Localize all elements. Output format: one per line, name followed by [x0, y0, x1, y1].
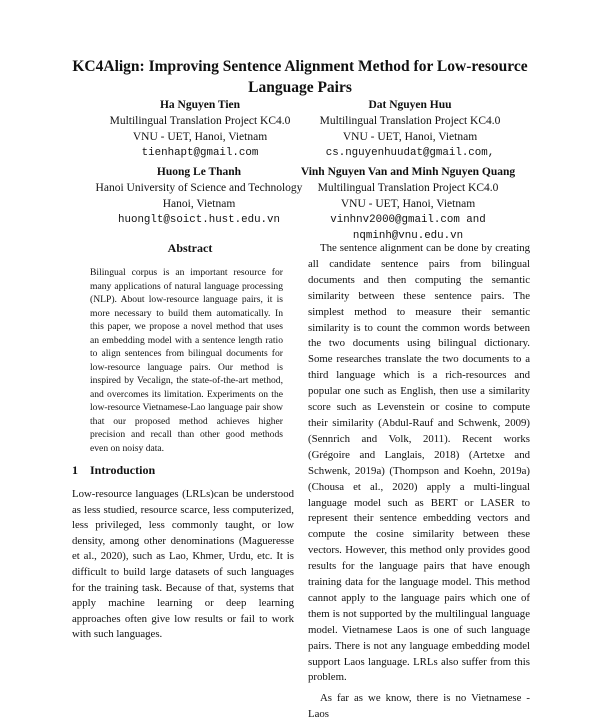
right-column-body [308, 241, 530, 723]
body-paragraph: As far as we know, there is no Vietnamese - Laos [308, 692, 530, 721]
abstract-heading: Abstract [167, 241, 213, 255]
introduction-text: Low-resource languages (LRLs)can be understood as less studied, resource scarce, less computerized, less privileged, less commonly taught, or low density, among other denominations (Magueresse et al., 2020), such as Lao, Khmer, Urdu, etc. It is difficult to build large datasets of such languages for the training task. Because of that, systems that apply machine learning or deep learning approaches often give low results or fail to work with such languages. [72, 488, 294, 641]
section-heading-introduction [72, 463, 302, 478]
right-column-clip [308, 241, 530, 721]
section-number: 1 [72, 463, 78, 477]
author-block-4 [288, 164, 528, 244]
author-affiliation: Multilingual Translation Project KC4.0 [317, 182, 499, 194]
left-column-clip [72, 487, 294, 641]
paper-title: KC4Align: Improving Sentence Alignment Method for Low-resource Language Pairs [72, 58, 528, 96]
author-affiliation: Hanoi University of Science and Technology [95, 182, 303, 194]
author-block-3 [88, 164, 310, 228]
author-affiliation: Multilingual Translation Project KC4.0 [109, 115, 291, 127]
author-email: tienhapt@gmail.com [141, 147, 259, 159]
author-email: vinhnv2000@gmail.com and [330, 214, 486, 226]
abstract-text: Bilingual corpus is an important resource for many applications of natural language processing (NLP). About low-resource language pairs, it is more necessary to build them automatically. In this paper, we propose a novel method that uses an embedding model with a sentence length ratio to align sentences from bilingual documents for low-resource language pairs. Our method is inspired by Vecalign, the state-of-the-art method, and overcomes its limitation. Experiments on the low-resource Vietnamese-Lao language pair show that our proposed method achieves higher precision and recall than other good methods even on noisy data. [90, 267, 283, 454]
author-name: Ha Nguyen Tien [159, 99, 241, 111]
author-name: Huong Le Thanh [156, 166, 242, 178]
author-email: huonglt@soict.hust.edu.vn [118, 214, 280, 226]
author-name: Vinh Nguyen Van and Minh Nguyen Quang [300, 166, 516, 178]
author-block-1 [95, 97, 305, 161]
author-location: VNU - UET, Hanoi, Vietnam [342, 131, 478, 143]
section-title: Introduction [90, 463, 156, 477]
author-location: VNU - UET, Hanoi, Vietnam [340, 198, 476, 210]
author-affiliation: Multilingual Translation Project KC4.0 [319, 115, 501, 127]
author-email: cs.nguyenhuudat@gmail.com, [325, 147, 495, 159]
body-paragraph: The sentence alignment can be done by creating all candidate sentence pairs from bilingual documents and then computing the semantic similarity between these sentence pairs. The simplest method to measure their semantic similarity is to count the common words between the two documents using bilingual dictionary. Some researches translate the two documents to a third language which is a rich-resources and popular one such as English, then use a similarity score such as Levenstein or cosine to compute their similarity (Abdul-Rauf and Schwenk, 2009) (Sennrich and Volk, 2011). Recent works (Grégoire and Langlais, 2018) (Artetxe and Schwenk, 2019a) (Thompson and Koehn, 2019a) (Chousa et al., 2020) apply a multi-lingual language model such as BERT or LASER to represent their sentence embedding vectors and compute the cosine similarity between these vectors. However, this method only provides good results for the language pairs that have enough training data for the language model. This method cannot apply to the language pairs which one of them is not supported by the multilingual language model. Vietnamese Laos is one of such language pairs. There is not any language embedding model support Laos language. LRLs also suffer from this problem. [308, 242, 530, 684]
author-block-2 [300, 97, 520, 161]
author-location: Hanoi, Vietnam [162, 198, 236, 210]
author-email-2: nqminh@vnu.edu.vn [352, 230, 464, 242]
author-location: VNU - UET, Hanoi, Vietnam [132, 131, 268, 143]
author-name: Dat Nguyen Huu [368, 99, 452, 111]
